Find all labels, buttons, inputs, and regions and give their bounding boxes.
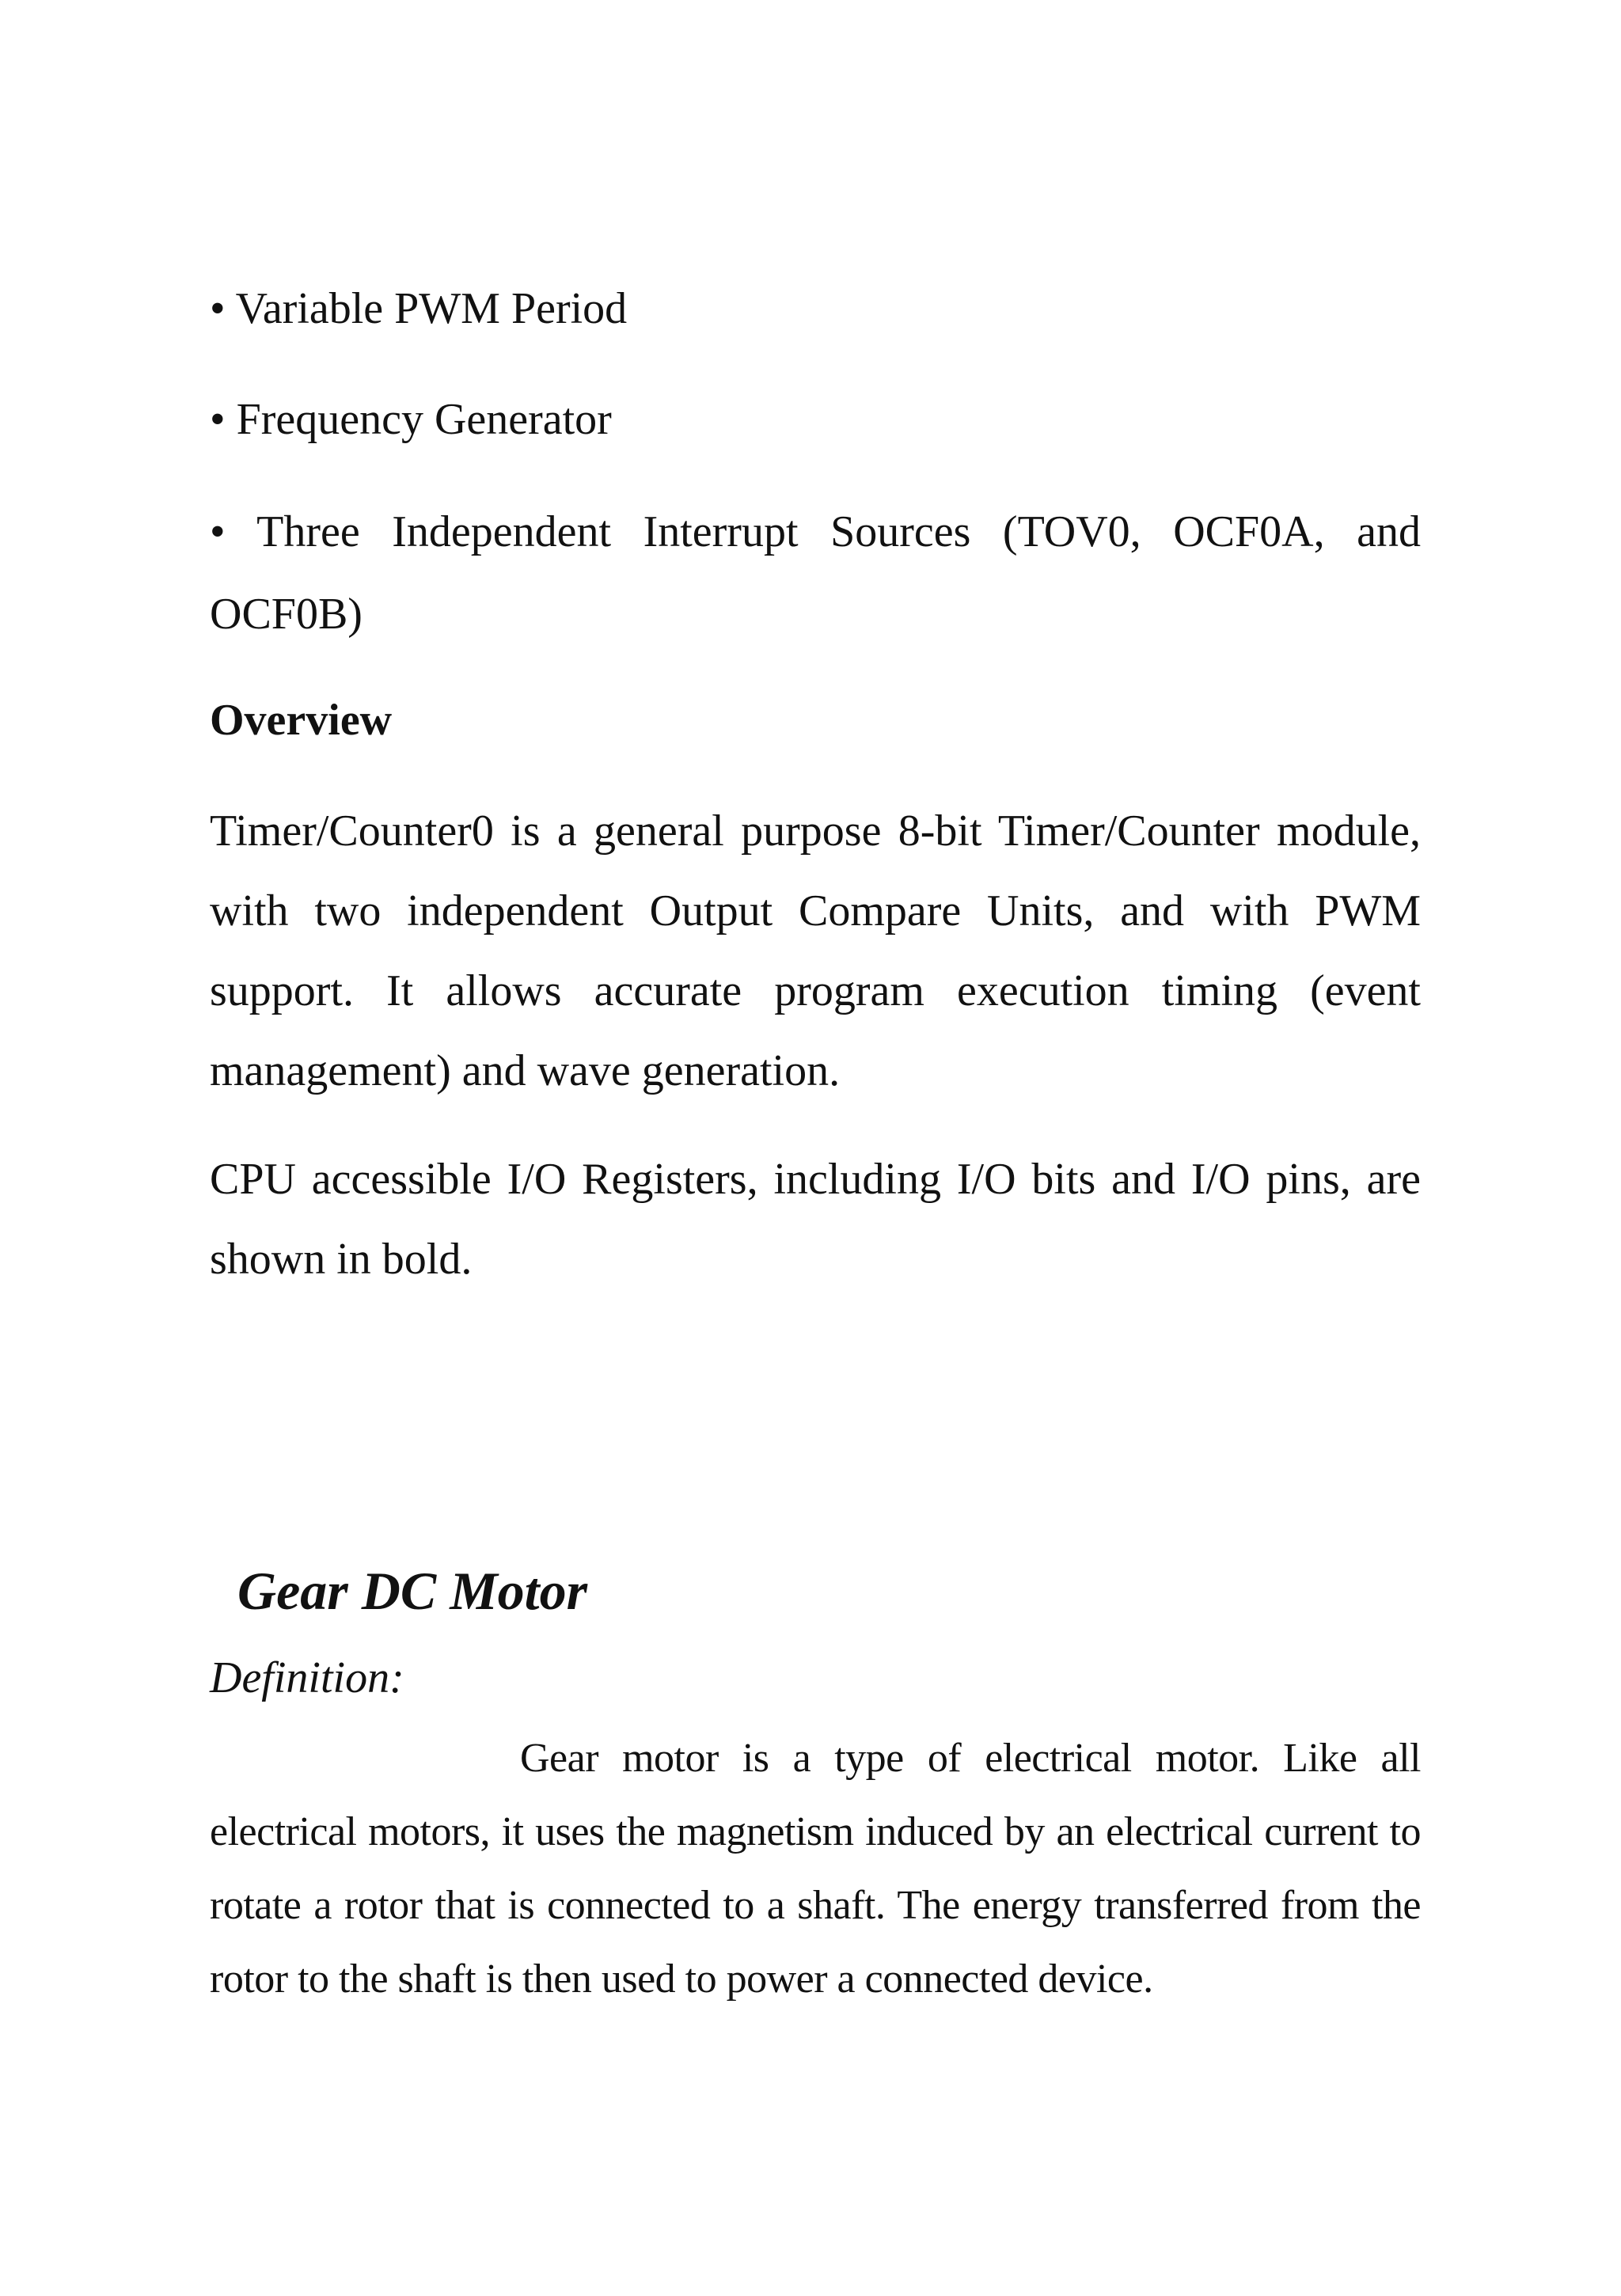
definition-paragraph: Gear motor is a type of electrical motor. Like all electrical motors, it uses the magnetism induced by an electrical current to rotate a rotor that is connected to a shaft. The energy transferred from the rotor to the shaft is then used to power a connected device.	[210, 1736, 1421, 2002]
section-title: Gear DC Motor	[237, 1561, 588, 1621]
io-registers-paragraph: CPU accessible I/O Registers, including I/O bits and I/O pins, are shown in bold.	[210, 1155, 1421, 1284]
overview-heading: Overview	[210, 696, 393, 745]
bullet-frequency-generator: • Frequency Generator	[210, 395, 612, 444]
overview-paragraph: Timer/Counter0 is a general purpose 8-bit Timer/Counter module, with two independent Output Compare Units, and with PWM support. It allows accurate program execution timing (event management) and wave generation.	[210, 806, 1421, 1095]
bullet-interrupt-sources: • Three Independent Interrupt Sources (TOV0, OCF0A, and OCF0B)	[210, 507, 1421, 639]
definition-label: Definition:	[210, 1653, 404, 1702]
bullet-variable-pwm-period: • Variable PWM Period	[210, 284, 628, 333]
